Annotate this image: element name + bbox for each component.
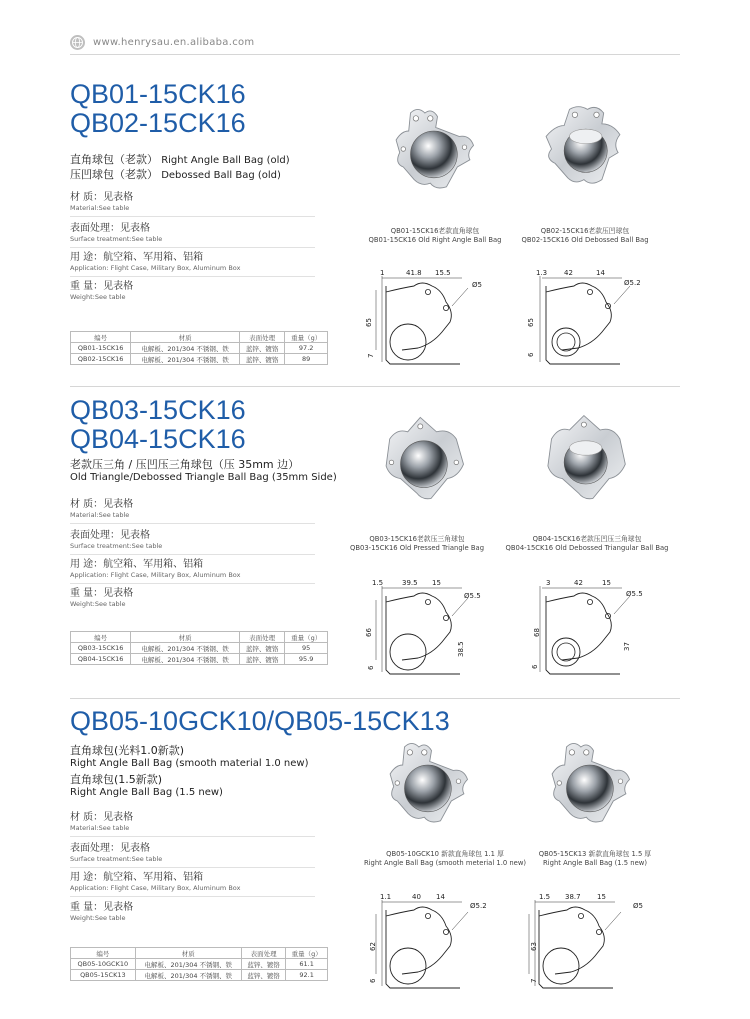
section-title: QB04-15CK16 — [70, 424, 246, 454]
attr-material: 材 质：见表格 Material:See table — [70, 811, 315, 837]
attr-application: 用 途：航空箱、军用箱、铝箱 Application: Flight Case, Military Box, Aluminum Box — [70, 251, 315, 277]
dim-label: 66 — [365, 628, 373, 637]
table-header-row: 编号 材质 表面处理 重量（g） — [71, 948, 328, 959]
dim-label: 38.5 — [457, 641, 465, 657]
dim-label: 1.1 — [380, 893, 392, 901]
dim-label: 6 — [369, 978, 377, 983]
product-caption: QB01-15CK16老款直角球包 QB01-15CK16 Old Right Angle Ball Bag — [368, 227, 502, 244]
attr-application: 用 途：航空箱、军用箱、铝箱 Application: Flight Case, Military Box, Aluminum Box — [70, 558, 315, 584]
table-header-row: 编号 材质 表面处理 重量（g） — [71, 332, 328, 343]
dim-label: 39.5 — [402, 579, 418, 587]
dim-label: 42 — [564, 269, 573, 277]
dim-label: 7 — [530, 978, 538, 983]
dim-label: 63 — [530, 942, 538, 951]
table-header-row: 编号 材质 表面处理 重量（g） — [71, 632, 328, 643]
dim-label: 15 — [602, 579, 611, 587]
section-title: QB02-15CK16 — [70, 108, 246, 138]
attr-surface: 表面处理：见表格 Surface treatment:See table — [70, 529, 315, 555]
dim-label: 42 — [574, 579, 583, 587]
dim-label: 62 — [369, 942, 377, 951]
table-row: QB04-15CK16 电解板、201/304 不锈钢、铁 蓝锌、镀铬 95.9 — [71, 654, 328, 665]
attr-material: 材 质：见表格 Material:See table — [70, 191, 315, 217]
attr-weight: 重 量：见表格 Weight:See table — [70, 902, 134, 922]
dim-label: Ø5.2 — [470, 902, 487, 910]
attr-weight: 重 量：见表格 Weight:See table — [70, 588, 134, 608]
dim-label: Ø5.2 — [624, 279, 641, 287]
dim-label: 6 — [367, 665, 375, 670]
dim-label: 1.5 — [539, 893, 551, 901]
section-subtitle: 直角球包(光料1.0新款) Right Angle Ball Bag (smooth material 1.0 new) — [70, 744, 309, 769]
technical-drawing — [362, 890, 497, 992]
dim-label: 14 — [436, 893, 445, 901]
dim-label: 1.5 — [372, 579, 384, 587]
dim-label: 65 — [365, 318, 373, 327]
dim-label: 14 — [596, 269, 605, 277]
dim-label: 37 — [623, 642, 631, 651]
product-caption: QB05-10GCK10 新款直角球包 1.1 厚 Right Angle Ball Bag (smooth meterial 1.0 new) — [363, 850, 527, 867]
table-row: QB03-15CK16 电解板、201/304 不锈钢、铁 蓝锌、镀铬 95 — [71, 643, 328, 654]
product-photo — [534, 738, 644, 828]
dim-label: 7 — [367, 353, 375, 358]
product-caption: QB05-15CK13 新款直角球包 1.5 厚 Right Angle Ball Bag (1.5 new) — [538, 850, 652, 867]
dim-label: 15.5 — [435, 269, 451, 277]
dim-label: Ø5.5 — [464, 592, 481, 600]
dim-label: 1 — [380, 269, 385, 277]
product-caption: QB02-15CK16老款压凹球包 QB02-15CK16 Old Debossed Ball Bag — [521, 227, 649, 244]
dim-label: 15 — [597, 893, 606, 901]
dim-label: 6 — [531, 664, 539, 669]
dim-label: 41.8 — [406, 269, 422, 277]
dim-label: 68 — [533, 628, 541, 637]
technical-drawing — [515, 890, 650, 992]
dim-label: Ø5 — [633, 902, 643, 910]
dim-label: 40 — [412, 893, 421, 901]
attr-application: 用 途：航空箱、军用箱、铝箱 Application: Flight Case, Military Box, Aluminum Box — [70, 871, 315, 897]
section-subtitle: 老款压三角 / 压凹压三角球包（压 35mm 边） — [70, 458, 300, 471]
section-subtitle: 直角球包(1.5新款) Right Angle Ball Bag (1.5 new) — [70, 773, 223, 798]
table-row: QB05-10GCK10 电解板、201/304 不锈钢、铁 蓝锌、镀铬 61.1 — [71, 959, 328, 970]
table-row: QB02-15CK16 电解板、201/304 不锈钢、铁 蓝锌、镀铬 89 — [71, 354, 328, 365]
attr-surface: 表面处理：见表格 Surface treatment:See table — [70, 842, 315, 868]
dim-label: 38.7 — [565, 893, 581, 901]
site-url[interactable]: www.henrysau.en.alibaba.com — [93, 36, 255, 48]
section-subtitle: 压凹球包（老款） Debossed Ball Bag (old) — [70, 168, 281, 181]
dim-label: 15 — [432, 579, 441, 587]
attr-weight: 重 量：见表格 Weight:See table — [70, 281, 134, 301]
dim-label: Ø5 — [472, 281, 482, 289]
section-title: QB01-15CK16 — [70, 79, 246, 109]
section-title: QB03-15CK16 — [70, 395, 246, 425]
dim-label: 3 — [546, 579, 551, 587]
section-subtitle: Old Triangle/Debossed Triangle Ball Bag (35mm Side) — [70, 472, 337, 483]
attr-material: 材 质：见表格 Material:See table — [70, 498, 315, 524]
attr-surface: 表面处理：见表格 Surface treatment:See table — [70, 222, 315, 248]
dim-label: 1.3 — [536, 269, 548, 277]
dim-label: 6 — [527, 352, 535, 357]
section-title: QB05-10GCK10/QB05-15CK13 — [70, 706, 450, 736]
section-subtitle: 直角球包（老款） Right Angle Ball Bag (old) — [70, 153, 290, 166]
table-row: QB01-15CK16 电解板、201/304 不锈钢、铁 蓝锌、镀铬 97.2 — [71, 343, 328, 354]
spec-table — [70, 947, 328, 981]
product-caption: QB03-15CK16老款压三角球包 QB03-15CK16 Old Pressed Triangle Bag — [349, 535, 485, 552]
dim-label: Ø5.5 — [626, 590, 643, 598]
table-row: QB05-15CK13 电解板、201/304 不锈钢、铁 蓝锌、镀铬 92.1 — [71, 970, 328, 981]
product-caption: QB04-15CK16老款压凹压三角球包 QB04-15CK16 Old Debossed Triangular Ball Bag — [505, 535, 669, 552]
dim-label: 65 — [527, 318, 535, 327]
product-photo — [372, 738, 482, 828]
